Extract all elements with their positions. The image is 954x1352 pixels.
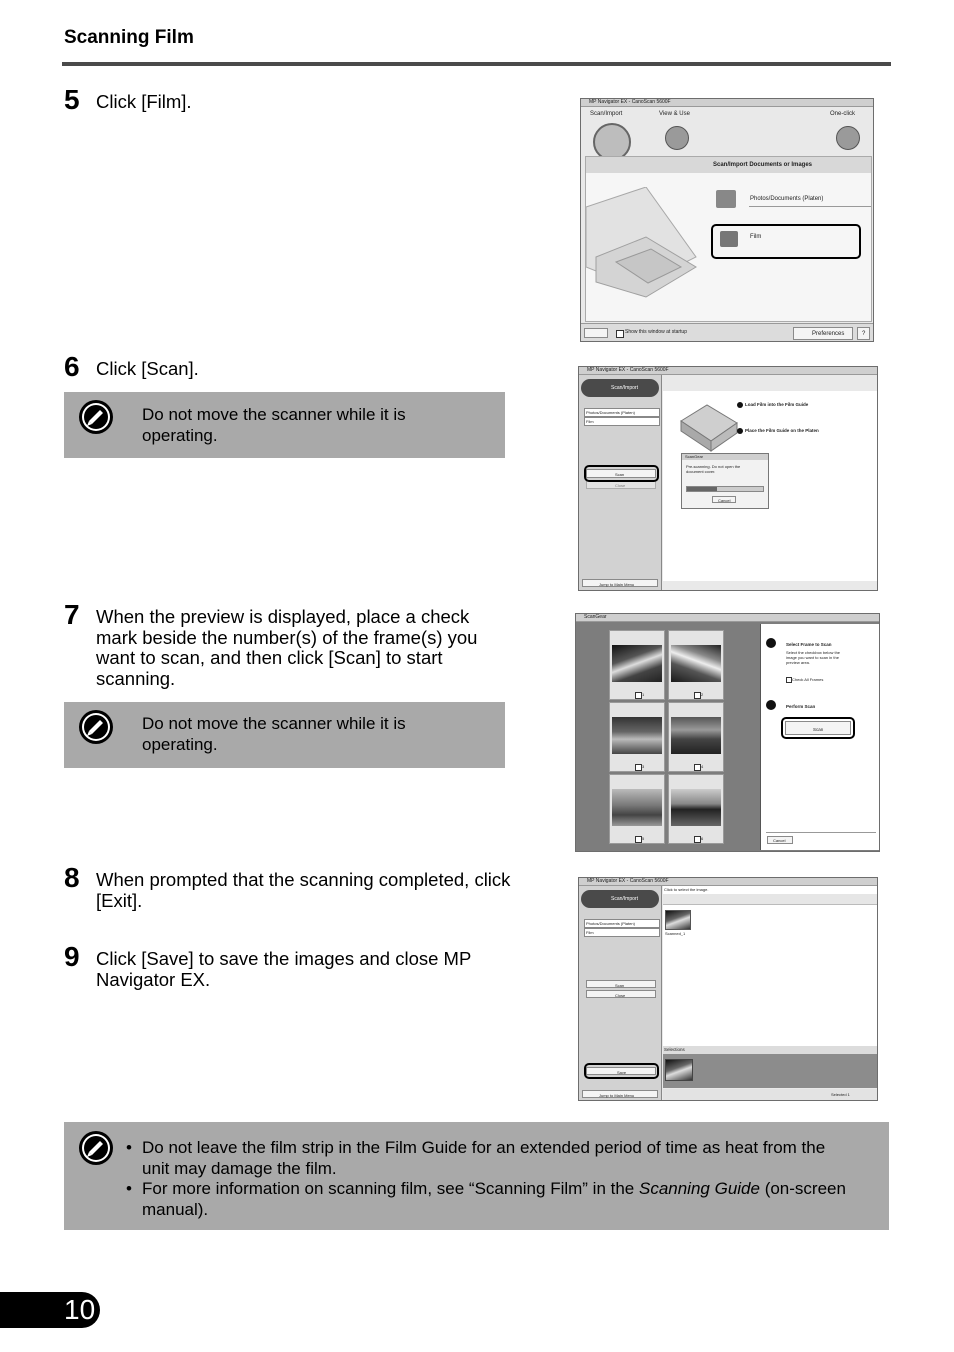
screenshot-save bbox=[578, 877, 878, 1101]
help-label: ? bbox=[862, 331, 866, 337]
frame-thumbnail-1[interactable] bbox=[609, 630, 665, 700]
step-7-line: scanning. bbox=[96, 667, 176, 689]
step-7-line: mark beside the number(s) of the frame(s) you bbox=[96, 626, 478, 648]
cancel-label: Cancel bbox=[718, 498, 731, 503]
pencil-note-icon bbox=[78, 709, 114, 745]
save-highlight bbox=[584, 1063, 659, 1079]
window-title: MP Navigator EX - CanoScan 5600F bbox=[587, 878, 669, 884]
step-8-number: 8 bbox=[64, 862, 80, 893]
note-line: unit may damage the film. bbox=[142, 1158, 337, 1178]
frame-label: 5 bbox=[642, 836, 645, 841]
option-film[interactable]: Film bbox=[750, 234, 762, 240]
step-6-number: 6 bbox=[64, 351, 80, 382]
note-text: For more information on scanning film, see “Scanning Film” in the bbox=[142, 1179, 639, 1198]
step-7-line: want to scan, and then click [Scan] to start bbox=[96, 647, 443, 668]
image-area bbox=[663, 886, 877, 1046]
option-divider bbox=[749, 206, 871, 207]
frame-label: 2 bbox=[701, 692, 704, 697]
window-title: MP Navigator EX - CanoScan 5600F bbox=[587, 367, 669, 373]
tab-view-use[interactable]: View & Use bbox=[659, 111, 690, 117]
option-photos-documents[interactable]: Photos/Documents (Platen) bbox=[750, 196, 824, 202]
step-2-marker bbox=[766, 700, 776, 710]
step-6-text: Click [Scan]. bbox=[96, 358, 199, 379]
save-label: Save bbox=[617, 1070, 627, 1075]
frame-checkbox[interactable] bbox=[694, 836, 704, 843]
page-number: 10 bbox=[0, 1292, 100, 1328]
one-click-icon[interactable] bbox=[836, 126, 860, 150]
step-5-number: 5 bbox=[64, 84, 80, 115]
dialog-message: Pre-scanning. Do not open the document cover. bbox=[686, 464, 741, 474]
step-7-number: 7 bbox=[64, 599, 80, 630]
scangear-dialog bbox=[681, 453, 769, 509]
scan-button[interactable] bbox=[586, 980, 656, 988]
preferences-button[interactable] bbox=[793, 327, 853, 340]
frame-image bbox=[612, 717, 662, 754]
frame-checkbox-checked[interactable] bbox=[635, 692, 645, 699]
step-5-text: Click [Film]. bbox=[96, 91, 192, 112]
jump-main-menu-button[interactable] bbox=[582, 579, 658, 587]
step-1-marker bbox=[766, 638, 776, 648]
select-frame-desc: Select the checkbox below the image you want to scan in the preview area. bbox=[786, 650, 841, 665]
field-value: Film bbox=[586, 419, 594, 424]
scanning-guide-reference: Scanning Guide bbox=[638, 1179, 760, 1198]
document-type-field[interactable] bbox=[584, 408, 660, 417]
jump-main-menu-button[interactable] bbox=[582, 1090, 658, 1098]
scan-label: Scan bbox=[615, 472, 625, 477]
prescan-step-2: Place the Film Guide on the Platen bbox=[745, 428, 819, 433]
window-title: ScanGear bbox=[584, 614, 607, 620]
step-8-text bbox=[96, 870, 510, 911]
step-9-number: 9 bbox=[64, 941, 80, 972]
startup-checkbox-label: Show this window at startup bbox=[625, 329, 687, 335]
tab-label: Scan/Import bbox=[611, 385, 638, 391]
note-bullet-list bbox=[126, 1138, 846, 1220]
view-use-icon[interactable] bbox=[665, 126, 689, 150]
scan-highlight bbox=[781, 717, 855, 739]
frame-label: 3 bbox=[642, 764, 645, 769]
photos-documents-icon bbox=[716, 190, 736, 208]
progress-bar bbox=[686, 486, 764, 492]
cancel-button[interactable] bbox=[767, 836, 793, 844]
dialog-titlebar bbox=[682, 454, 768, 460]
frame-thumbnail-4[interactable] bbox=[668, 702, 724, 772]
header-rule bbox=[62, 62, 891, 66]
note-line: Do not leave the film strip in the Film Guide for an extended period of time as heat from the bbox=[142, 1138, 826, 1157]
startup-checkbox[interactable] bbox=[616, 330, 624, 338]
note-step7 bbox=[64, 702, 505, 768]
preferences-label: Preferences bbox=[812, 331, 845, 337]
screenshot-scangear-frames bbox=[575, 613, 880, 852]
help-button[interactable] bbox=[857, 327, 870, 340]
film-guide-illustration bbox=[677, 401, 741, 455]
scan-label: Scan bbox=[813, 727, 824, 732]
window-titlebar bbox=[576, 614, 879, 622]
window-titlebar bbox=[581, 99, 873, 107]
jump-label: Jump to Main Menu bbox=[599, 1093, 635, 1098]
field-value: Photos/Documents (Platen) bbox=[586, 410, 635, 415]
step-2-marker bbox=[737, 428, 743, 434]
field-value: Photos/Documents (Platen) bbox=[586, 921, 635, 926]
dialog-cancel-button[interactable] bbox=[712, 496, 736, 503]
frame-thumbnail-5[interactable] bbox=[609, 774, 665, 844]
note-bullet-item bbox=[126, 1138, 846, 1179]
scan-import-tab[interactable] bbox=[581, 890, 659, 908]
step-8-line: When prompted that the scanning completed, click bbox=[96, 869, 511, 890]
left-panel bbox=[579, 886, 662, 1101]
select-frame-heading: Select Frame to Scan bbox=[786, 642, 832, 647]
preview-area bbox=[663, 391, 877, 581]
frame-image bbox=[671, 789, 721, 826]
jump-label: Jump to Main Menu bbox=[599, 582, 635, 587]
nav-button[interactable] bbox=[584, 328, 608, 338]
note-line: Do not move the scanner while it is bbox=[142, 405, 406, 424]
frame-label: 6 bbox=[701, 836, 704, 841]
pencil-note-icon bbox=[78, 399, 114, 435]
frame-image bbox=[671, 717, 721, 754]
thumbnail-label: Scanned_1 bbox=[665, 931, 686, 936]
tab-label: Scan/Import bbox=[611, 896, 638, 902]
main-panel bbox=[585, 156, 872, 322]
selected-thumbnail[interactable] bbox=[665, 1059, 693, 1081]
frame-thumbnail-6[interactable] bbox=[668, 774, 724, 844]
left-panel bbox=[579, 375, 662, 591]
close-label: Close bbox=[615, 483, 626, 488]
pencil-note-icon bbox=[78, 1130, 114, 1166]
step-9-line: Navigator EX. bbox=[96, 968, 211, 990]
field-value: Film bbox=[586, 930, 594, 935]
frame-checkbox[interactable] bbox=[694, 764, 704, 771]
frame-thumbnail-3[interactable] bbox=[609, 702, 665, 772]
frame-checkbox[interactable] bbox=[635, 764, 645, 771]
dialog-title: ScanGear bbox=[685, 454, 704, 459]
window-titlebar bbox=[579, 878, 877, 886]
status-bar bbox=[663, 1089, 877, 1100]
tab-scan-import[interactable]: Scan/Import bbox=[590, 111, 623, 117]
step-9-line: Click [Save] to save the images and close MP bbox=[96, 948, 472, 969]
prescan-step-1: Load Film into the Film Guide bbox=[745, 402, 809, 407]
close-button[interactable] bbox=[586, 990, 656, 998]
check-all-label: Check All Frames bbox=[792, 677, 824, 682]
scanned-thumbnail[interactable] bbox=[665, 910, 691, 930]
selections-tray bbox=[663, 1046, 877, 1088]
select-hint: Click to select the image. bbox=[664, 887, 709, 892]
frame-image bbox=[671, 645, 721, 682]
frame-label: 4 bbox=[701, 764, 704, 769]
note-bullet-item bbox=[126, 1179, 846, 1220]
screenshot-prescan bbox=[578, 366, 878, 591]
source-field[interactable] bbox=[584, 417, 660, 426]
frame-checkbox[interactable] bbox=[694, 692, 704, 699]
scan-label: Scan bbox=[615, 983, 625, 988]
bullet: • bbox=[126, 1138, 132, 1157]
source-field[interactable] bbox=[584, 928, 660, 937]
panel-divider bbox=[766, 832, 876, 833]
scangear-right-panel bbox=[760, 624, 879, 850]
frame-thumbnail-2[interactable] bbox=[668, 630, 724, 700]
image-toolbar bbox=[663, 894, 877, 905]
scan-import-tab[interactable] bbox=[581, 379, 659, 397]
window-titlebar bbox=[579, 367, 877, 375]
film-option-highlight bbox=[711, 224, 861, 259]
frame-image bbox=[612, 789, 662, 826]
note-step6 bbox=[64, 392, 505, 458]
selections-header bbox=[663, 1046, 877, 1054]
note-line: manual). bbox=[142, 1199, 209, 1219]
step-9-text bbox=[96, 949, 471, 990]
panel-title: Scan/Import Documents or Images bbox=[713, 162, 813, 168]
perform-scan-heading: Perform Scan bbox=[786, 704, 816, 709]
status-text: Selected 1 bbox=[831, 1092, 850, 1097]
frame-label: 1 bbox=[642, 692, 645, 697]
window-title: MP Navigator EX - CanoScan 5600F bbox=[589, 99, 671, 105]
tab-one-click[interactable]: One-click bbox=[830, 111, 856, 117]
scanner-illustration bbox=[586, 187, 706, 323]
document-type-field[interactable] bbox=[584, 919, 660, 928]
step-8-line: [Exit]. bbox=[96, 889, 143, 911]
scan-highlight bbox=[584, 465, 659, 482]
step-7-text bbox=[96, 607, 477, 689]
close-label: Close bbox=[615, 993, 626, 998]
selections-label: Selections bbox=[664, 1047, 685, 1052]
note-text: (on-screen bbox=[759, 1179, 846, 1198]
progress-fill bbox=[687, 487, 717, 491]
note-bottom bbox=[64, 1122, 889, 1230]
frame-checkbox[interactable] bbox=[635, 836, 645, 843]
step-1-marker bbox=[737, 402, 743, 408]
note-line: Do not move the scanner while it is bbox=[142, 714, 406, 733]
bullet: • bbox=[126, 1179, 132, 1198]
note-line: operating. bbox=[142, 735, 218, 754]
screenshot-film-menu bbox=[580, 98, 874, 342]
step-7-line: When the preview is displayed, place a check bbox=[96, 606, 470, 627]
bottom-bar bbox=[581, 323, 873, 342]
cancel-label: Cancel bbox=[773, 838, 786, 843]
section-title: Scanning Film bbox=[64, 27, 194, 48]
note-line bbox=[142, 1179, 846, 1200]
note-line: operating. bbox=[142, 426, 218, 445]
frame-image bbox=[612, 645, 662, 682]
